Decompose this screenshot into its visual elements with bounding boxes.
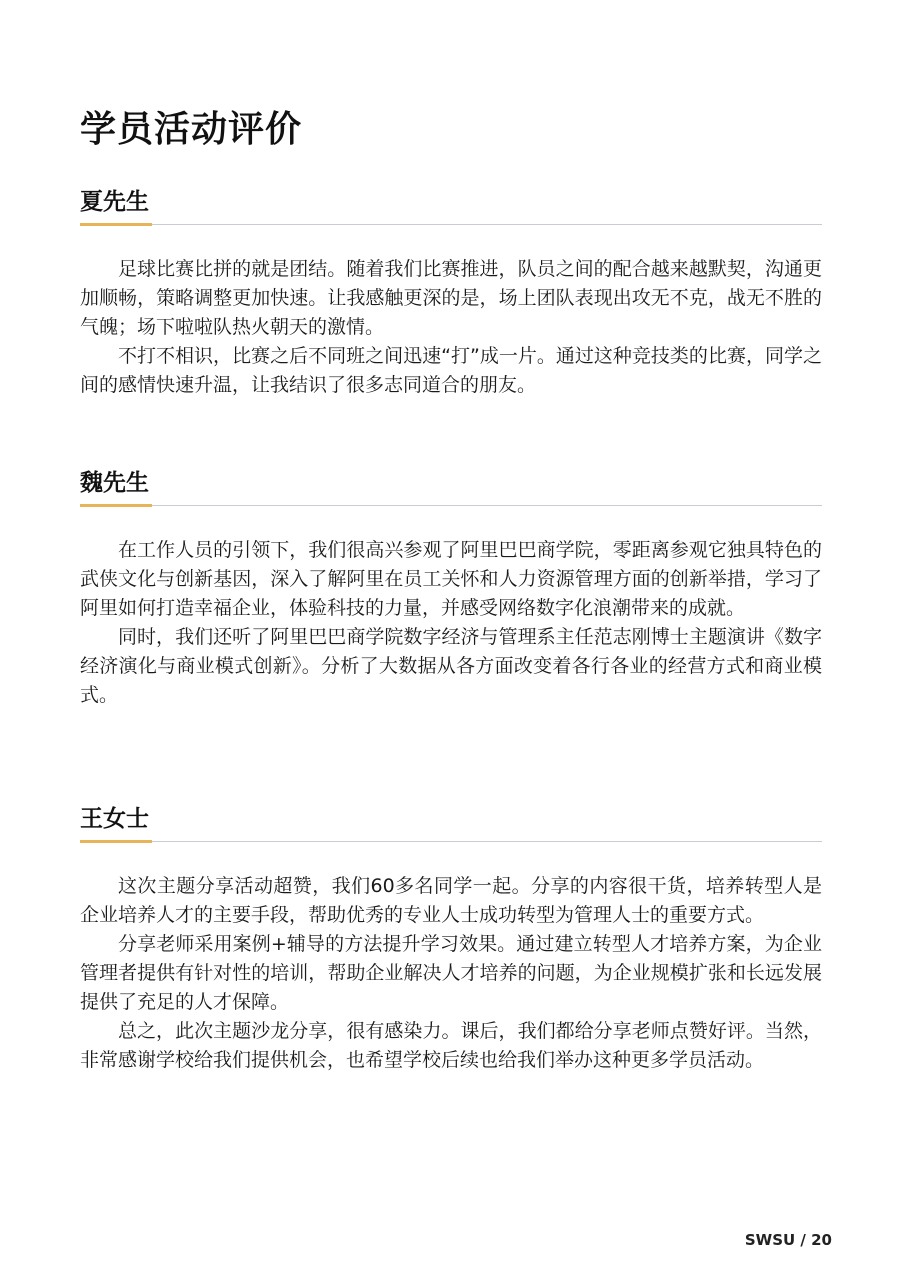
page-title: 学员活动评价 xyxy=(80,109,303,150)
review-section-wang xyxy=(80,803,822,1075)
reviewer-name: 王女士 xyxy=(80,806,149,832)
section-header xyxy=(80,803,822,842)
review-body xyxy=(80,255,822,400)
reviewer-name: 魏先生 xyxy=(80,470,149,496)
accent-underline xyxy=(80,840,152,843)
review-paragraph: 在工作人员的引领下，我们很高兴参观了阿里巴巴商学院，零距离参观它独具特色的武侠文化与创新基因，深入了解阿里在员工关怀和人力资源管理方面的创新举措，学习了阿里如何打造幸福企业，体验科技的力量，并感受网络数字化浪潮带来的成就。 xyxy=(80,539,822,619)
review-section-xia xyxy=(80,186,822,400)
review-paragraph: 总之，此次主题沙龙分享，很有感染力。课后，我们都给分享老师点赞好评。当然，非常感谢学校给我们提供机会，也希望学校后续也给我们举办这种更多学员活动。 xyxy=(80,1020,822,1071)
reviewer-name: 夏先生 xyxy=(80,189,149,215)
page-footer: SWSU / 20 xyxy=(744,1231,832,1249)
section-header xyxy=(80,467,822,506)
review-paragraph: 同时，我们还听了阿里巴巴商学院数字经济与管理系主任范志刚博士主题演讲《数字经济演化与商业模式创新》。分析了大数据从各方面改变着各行各业的经营方式和商业模式。 xyxy=(80,626,822,706)
review-paragraph: 足球比赛比拼的就是团结。随着我们比赛推进，队员之间的配合越来越默契，沟通更加顺畅，策略调整更加快速。让我感触更深的是，场上团队表现出攻无不克，战无不胜的气魄；场下啦啦队热火朝天的激情。 xyxy=(80,258,822,338)
review-body xyxy=(80,536,822,710)
accent-underline xyxy=(80,223,152,226)
review-section-wei xyxy=(80,467,822,710)
accent-underline xyxy=(80,504,152,507)
section-header xyxy=(80,186,822,225)
review-body xyxy=(80,872,822,1075)
review-paragraph: 不打不相识，比赛之后不同班之间迅速“打”成一片。通过这种竞技类的比赛，同学之间的感情快速升温，让我结识了很多志同道合的朋友。 xyxy=(80,345,822,396)
review-paragraph: 这次主题分享活动超赞，我们60多名同学一起。分享的内容很干货，培养转型人是企业培养人才的主要手段，帮助优秀的专业人士成功转型为管理人士的重要方式。 xyxy=(80,875,822,926)
review-paragraph: 分享老师采用案例+辅导的方法提升学习效果。通过建立转型人才培养方案，为企业管理者提供有针对性的培训，帮助企业解决人才培养的问题，为企业规模扩张和长远发展提供了充足的人才保障。 xyxy=(80,933,822,1013)
